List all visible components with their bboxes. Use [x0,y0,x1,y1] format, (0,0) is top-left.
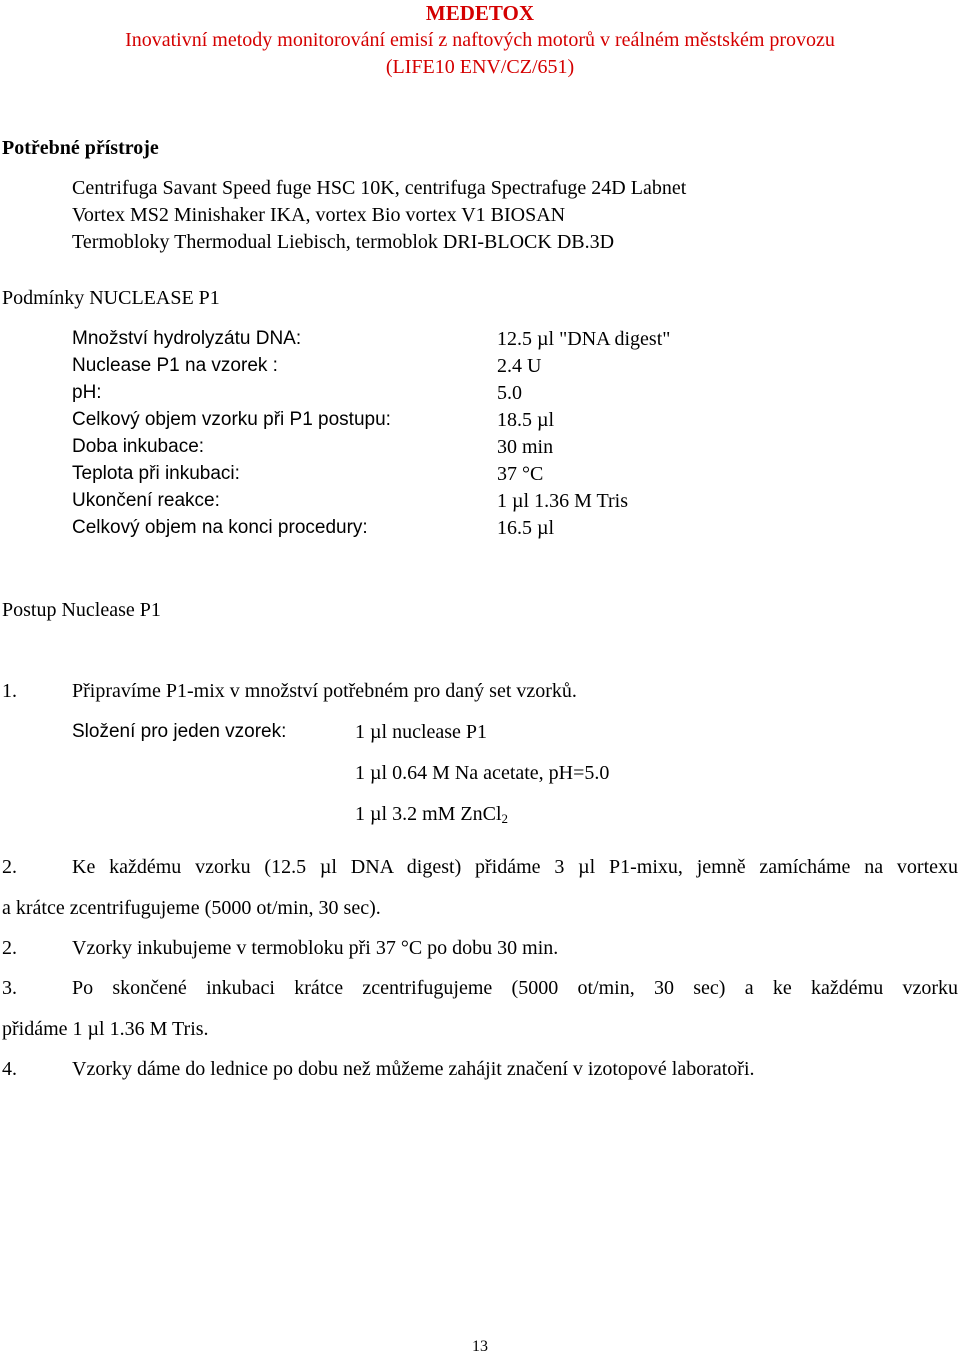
procedure-heading: Postup Nuclease P1 [2,599,161,621]
condition-value: 37 °C [497,463,544,485]
step-number: 2. [2,856,17,878]
instrument-item: Centrifuga Savant Speed fuge HSC 10K, centrifuga Spectrafuge 24D Labnet [72,177,687,199]
instrument-item: Termobloky Thermodual Liebisch, termoblok DRI-BLOCK DB.3D [72,231,615,253]
condition-value: 30 min [497,436,554,458]
condition-value: 5.0 [497,382,522,404]
step-number: 4. [2,1058,17,1080]
condition-label: Množství hydrolyzátu DNA: [72,328,302,349]
step-text-continued: a krátce zcentrifugujeme (5000 ot/min, 30 sec). [2,897,381,919]
instruments-heading: Potřebné přístroje [2,137,159,159]
project-title: MEDETOX [425,1,535,25]
composition-item: 1 µl nuclease P1 [355,721,488,743]
composition-item-main: 1 µl 3.2 mM ZnCl [355,803,502,825]
project-code: (LIFE10 ENV/CZ/651) [385,56,575,78]
step-text: Vzorky dáme do lednice po dobu než můžeme zahájit značení v izotopové laboratoři. [72,1058,755,1080]
page-number: 13 [472,1338,488,1355]
conditions-heading: Podmínky NUCLEASE P1 [2,287,220,309]
condition-label: pH: [72,382,102,403]
condition-label: Nuclease P1 na vzorek : [72,355,278,376]
condition-label: Teplota při inkubaci: [72,463,240,484]
step-text: Po skončené inkubaci krátce zcentrifugujeme (5000 ot/min, 30 sec) a ke každému vzorku [72,977,958,999]
condition-value: 16.5 µl [497,517,555,539]
instrument-item: Vortex MS2 Minishaker IKA, vortex Bio vortex V1 BIOSAN [72,204,566,226]
step-text: Ke každému vzorku (12.5 µl DNA digest) přidáme 3 µl P1-mixu, jemně zamícháme na vortexu [72,856,958,878]
step-text-continued: přidáme 1 µl 1.36 M Tris. [2,1018,209,1040]
step-text: Připravíme P1-mix v množství potřebném pro daný set vzorků. [72,680,577,702]
condition-value: 1 µl 1.36 M Tris [497,490,629,512]
condition-value: 2.4 U [497,355,542,377]
condition-label: Celkový objem vzorku při P1 postupu: [72,409,391,430]
composition-item-subscript: 2 [501,811,509,826]
project-subtitle: Inovativní metody monitorování emisí z naftových motorů v reálném městském provozu [125,29,835,51]
step-text: Vzorky inkubujeme v termobloku při 37 °C po dobu 30 min. [72,937,559,959]
condition-label: Celkový objem na konci procedury: [72,517,368,538]
condition-label: Doba inkubace: [72,436,205,457]
composition-item: 1 µl 0.64 M Na acetate, pH=5.0 [355,762,610,784]
condition-label: Ukončení reakce: [72,490,220,511]
condition-value: 18.5 µl [497,409,555,431]
composition-item [355,802,508,831]
step-number: 2. [2,937,17,959]
composition-label: Složení pro jeden vzorek: [72,721,287,742]
condition-value: 12.5 µl "DNA digest" [497,328,671,350]
step-number: 3. [2,977,17,999]
step-number: 1. [2,680,17,702]
